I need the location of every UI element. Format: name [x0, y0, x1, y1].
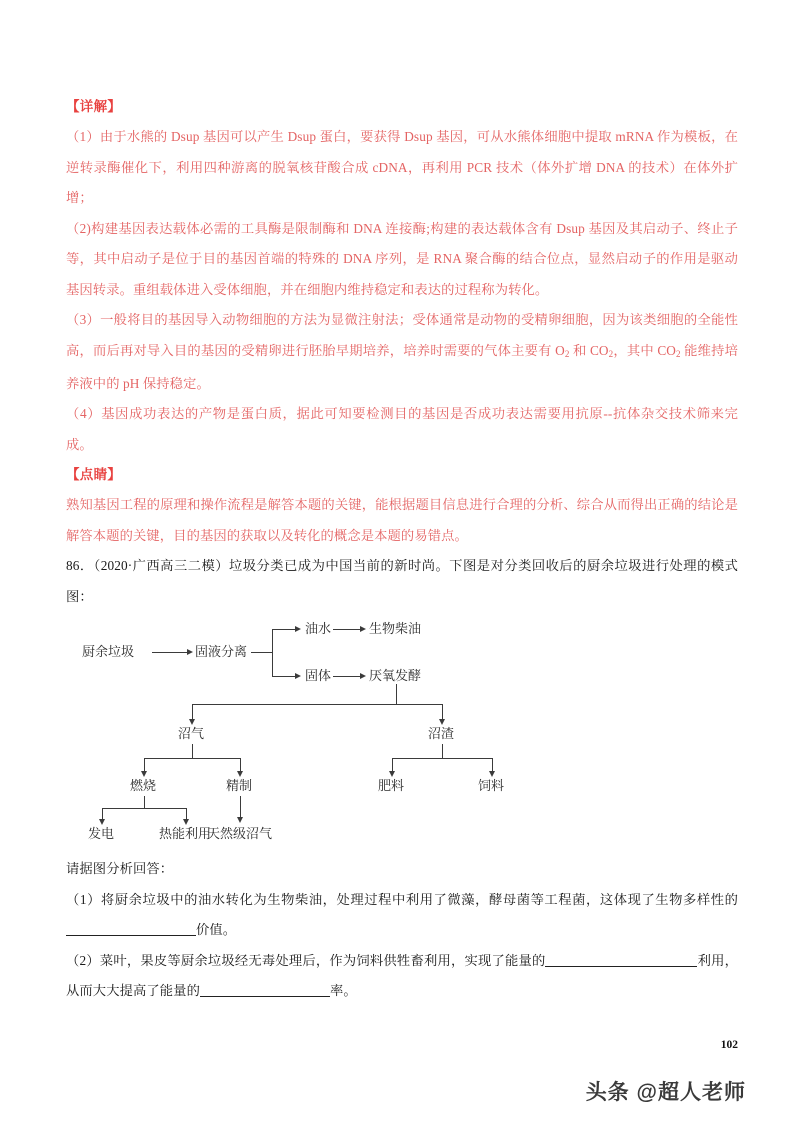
detail-paragraph-2: （2)构建基因表达载体必需的工具酶是限制酶和 DNA 连接酶;构建的表达载体含有 Dsup 基因及其启动子、终止子等，其中启动子是位于目的基因首端的特殊的 DNA 序列，是 RNA 聚合酶的结合位点，显然启动子的作用是驱动基因转录。重组载体进入受体细胞，并在细胞内维持稳定和表达的过程称为转化。	[66, 220, 738, 297]
arrow-to-combustion-icon	[141, 771, 147, 777]
co2-subscript-1: 2	[608, 348, 614, 359]
edge-kitchenwaste-to-separation	[152, 652, 188, 653]
node-feed: 饲料	[478, 778, 505, 794]
detail-paragraph-4: （4）基因成功表达的产物是蛋白质，据此可知要检测目的基因是否成功表达需要用抗原--抗体杂交技术筛来完成。	[66, 406, 738, 452]
arrow-to-residue-icon	[439, 719, 445, 725]
arrow-to-thermal-icon	[183, 819, 189, 825]
question-86-sub1	[66, 885, 738, 946]
edge-residue-split-bar	[392, 758, 492, 759]
sub2-text-b: 利用，从而大大提高了能量的	[66, 952, 738, 999]
detail-paragraph-3-text-a: （3）一般将目的基因导入动物细胞的方法为显微注射法；受体通常是动物的受精卵细胞，因为该类细胞的全能性高，而后再对导入目的基因的受精卵进行胚胎早期培养，培养时需要的气体主要有 O	[66, 312, 738, 358]
detail-paragraph-3	[66, 305, 738, 399]
edge-separation-split-bus	[272, 629, 273, 677]
sub1-text-b: 价值。	[196, 922, 237, 938]
tip-paragraph: 熟知基因工程的原理和操作流程是解答本题的关键，能根据题目信息进行合理的分析、综合从而得出正确的结论是解答本题的关键，目的基因的获取以及转化的概念是本题的易错点。	[66, 497, 738, 543]
arrow-kitchenwaste-to-separation-icon	[187, 649, 193, 655]
detail-section-heading: 【详解】	[66, 99, 122, 114]
arrow-to-refining-icon	[237, 771, 243, 777]
arrow-to-natural-biogas-icon	[237, 817, 243, 823]
arrow-to-feed-icon	[489, 771, 495, 777]
sub1-text-a: （1）将厨余垃圾中的油水转化为生物柴油，处理过程中利用了微藻，酵母菌等工程菌，这体现了生物多样性的	[66, 891, 738, 907]
arrow-to-power-icon	[99, 819, 105, 825]
node-kitchen-waste: 厨余垃圾	[82, 644, 135, 660]
node-combustion: 燃烧	[130, 778, 157, 794]
detail-paragraph-3-text-d: 能维持培养液中的 pH 保持稳定。	[66, 342, 738, 391]
edge-separation-stub	[251, 652, 273, 653]
co2-subscript-2: 2	[676, 348, 681, 359]
edge-residue-down-stem	[442, 744, 443, 758]
edge-anaerobic-down-stem	[396, 684, 397, 704]
page-content	[66, 92, 738, 1007]
edge-combustion-split-bar	[102, 808, 186, 809]
detail-paragraph-3-text-c: ，其中 CO	[613, 342, 676, 358]
node-fertilizer: 肥料	[378, 778, 405, 794]
watermark: 头条 @超人老师	[585, 1081, 746, 1104]
detail-paragraph-3-text-b: 和 CO	[569, 342, 609, 358]
node-oil-water: 油水	[305, 621, 332, 637]
edge-biogas-split-bar	[144, 758, 240, 759]
node-natural-grade-biogas: 天然级沼气	[207, 826, 273, 842]
node-solid-liquid-separation: 固液分离	[195, 644, 248, 660]
page-number: 102	[720, 1039, 738, 1051]
edge-combustion-down-stem	[144, 796, 145, 808]
node-biogas-residue: 沼渣	[428, 726, 455, 742]
arrow-bus-to-oilwater-icon	[295, 626, 301, 632]
question-86-stem: 86．（2020·广西高三二模）垃圾分类已成为中国当前的新时尚。下图是对分类回收后的厨余垃圾进行处理的模式图：	[66, 558, 738, 604]
sub2-text-a: （2）菜叶，果皮等厨余垃圾经无毒处理后，作为饲料供牲畜利用，实现了能量的	[66, 952, 546, 968]
node-biogas: 沼气	[178, 726, 205, 742]
o2-subscript: 2	[564, 348, 570, 359]
edge-anaerobic-split-bar	[192, 704, 442, 705]
node-biodiesel: 生物柴油	[369, 621, 422, 637]
edge-oilwater-to-biodiesel	[333, 629, 361, 630]
sub1-answer-blank[interactable]	[66, 935, 196, 936]
arrow-bus-to-solid-icon	[295, 673, 301, 679]
kitchen-waste-processing-flowchart	[66, 618, 738, 854]
arrow-to-biogas-icon	[189, 719, 195, 725]
node-refining: 精制	[226, 778, 253, 794]
question-86-instruction: 请据图分析回答：	[66, 861, 174, 877]
sub2-answer-blank-1[interactable]	[545, 966, 697, 967]
arrow-oilwater-to-biodiesel-icon	[360, 626, 366, 632]
edge-solid-to-anaerobic	[333, 676, 361, 677]
arrow-to-fertilizer-icon	[389, 771, 395, 777]
question-86-sub2	[66, 946, 738, 1007]
sub2-text-c: 率。	[329, 983, 357, 999]
detail-paragraph-1: （1）由于水熊的 Dsup 基因可以产生 Dsup 蛋白，要获得 Dsup 基因，可从水熊体细胞中提取 mRNA 作为模板，在逆转录酶催化下，利用四种游离的脱氧核苷酸合成 cDNA，再利用 PCR 技术（体外扩增 DNA 的技术）在体外扩增；	[66, 129, 738, 205]
node-solid: 固体	[305, 668, 332, 684]
edge-bus-to-solid	[272, 676, 296, 677]
arrow-solid-to-anaerobic-icon	[360, 673, 366, 679]
node-thermal-utilization: 热能利用	[159, 826, 212, 842]
edge-bus-to-oilwater	[272, 629, 296, 630]
sub2-answer-blank-2[interactable]	[200, 996, 330, 997]
tip-section-heading: 【点睛】	[66, 467, 122, 483]
node-anaerobic-fermentation: 厌氧发酵	[369, 668, 422, 684]
node-power-generation: 发电	[88, 826, 115, 842]
edge-biogas-down-stem	[192, 744, 193, 758]
